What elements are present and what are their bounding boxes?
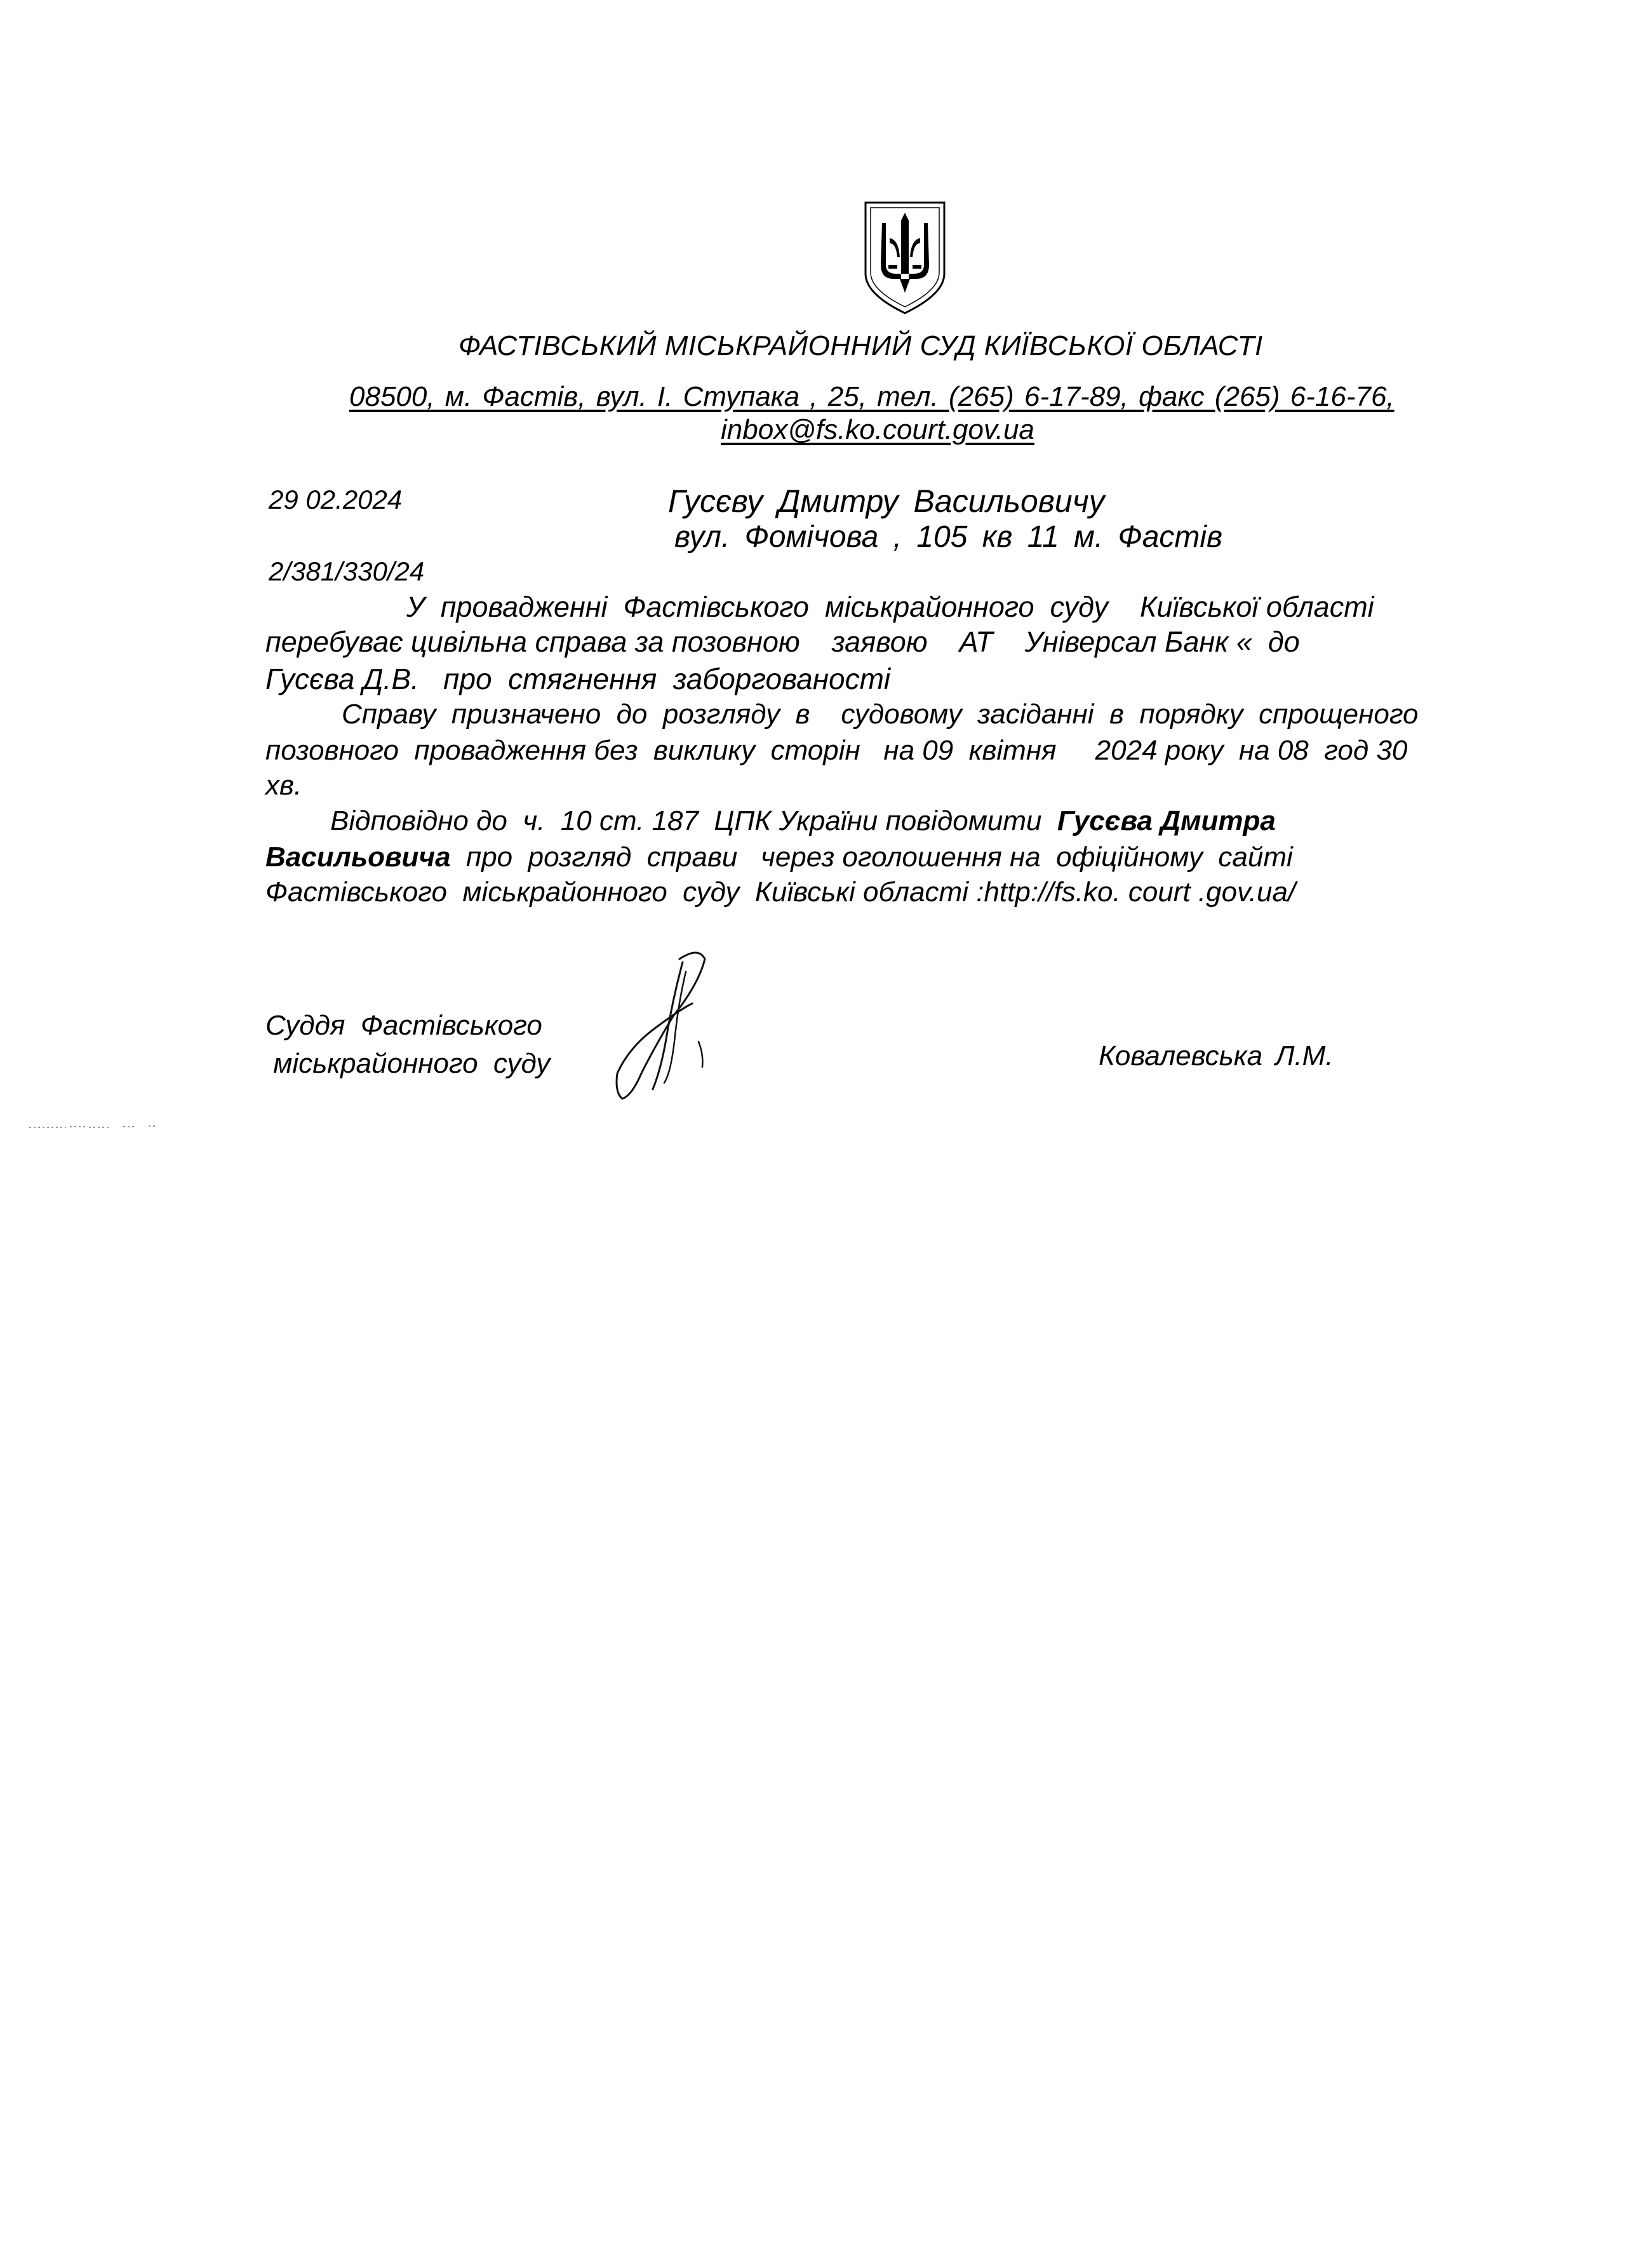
paragraph-3-line-1-text: Відповідно до ч. 10 ст. 187 ЦПК України повідомити [330,805,1057,836]
recipient-address: вул. Фомічова , 105 кв 11 м. Фастів [674,520,1223,554]
handwritten-signature [603,946,730,1105]
court-email[interactable]: inbox@fs.ko.court.gov.ua [721,414,1034,445]
judge-title [265,1007,550,1083]
judge-name: Ковалевська Л.М. [1099,1040,1334,1071]
paragraph-3-line-1 [330,805,1276,837]
judge-title-line-1: Суддя Фастівського [265,1010,542,1041]
defendant-patronymic-bold: Васильовича [265,842,451,873]
paragraph-1-line-3: Гусєва Д.В. про стягнення заборгованості [265,662,891,695]
judge-title-line-2: міськрайонного суду [265,1048,551,1079]
court-address: 08500, м. Фастів, вул. І. Ступака , 25, тел. (265) 6-17-89, факс (265) 6-16-76, [349,381,1395,412]
paragraph-2-line-2: позовного провадження без виклику сторін на 09 квітня 2024 року на 08 год 30 [265,735,1408,766]
letter-date: 29 02.2024 [269,485,403,514]
paragraph-2-line-3: хв. [265,770,302,801]
paragraph-3-line-2 [265,842,1293,873]
court-name: ФАСТІВСЬКИЙ МІСЬКРАЙОННИЙ СУД КИЇВСЬКОЇ ОБЛАСТІ [458,330,1263,361]
paragraph-1-line-2: перебуває цивільна справа за позовною заявою АТ Універсал Банк « до [265,626,1300,658]
recipient-name: Гусєву Дмитру Васильовичу [668,483,1105,519]
paragraph-1-line-1: У провадженні Фастівського міськрайонного суду Київської області [406,591,1374,623]
paragraph-3-line-2-text: про розгляд справи через оголошення на офіційному сайті [450,842,1293,873]
paragraph-3-line-3: Фастівського міськрайонного суду Київські області :http://fs.ko. court .gov.ua/ [265,876,1296,908]
paragraph-2-line-1: Справу призначено до розгляду в судовому засіданні в порядку спрощеного [342,699,1419,730]
coat-of-arms-icon [860,199,949,316]
defendant-name-bold: Гусєва Дмитра [1057,805,1276,836]
case-number: 2/381/330/24 [269,556,425,586]
scan-noise-mark [28,1124,161,1129]
